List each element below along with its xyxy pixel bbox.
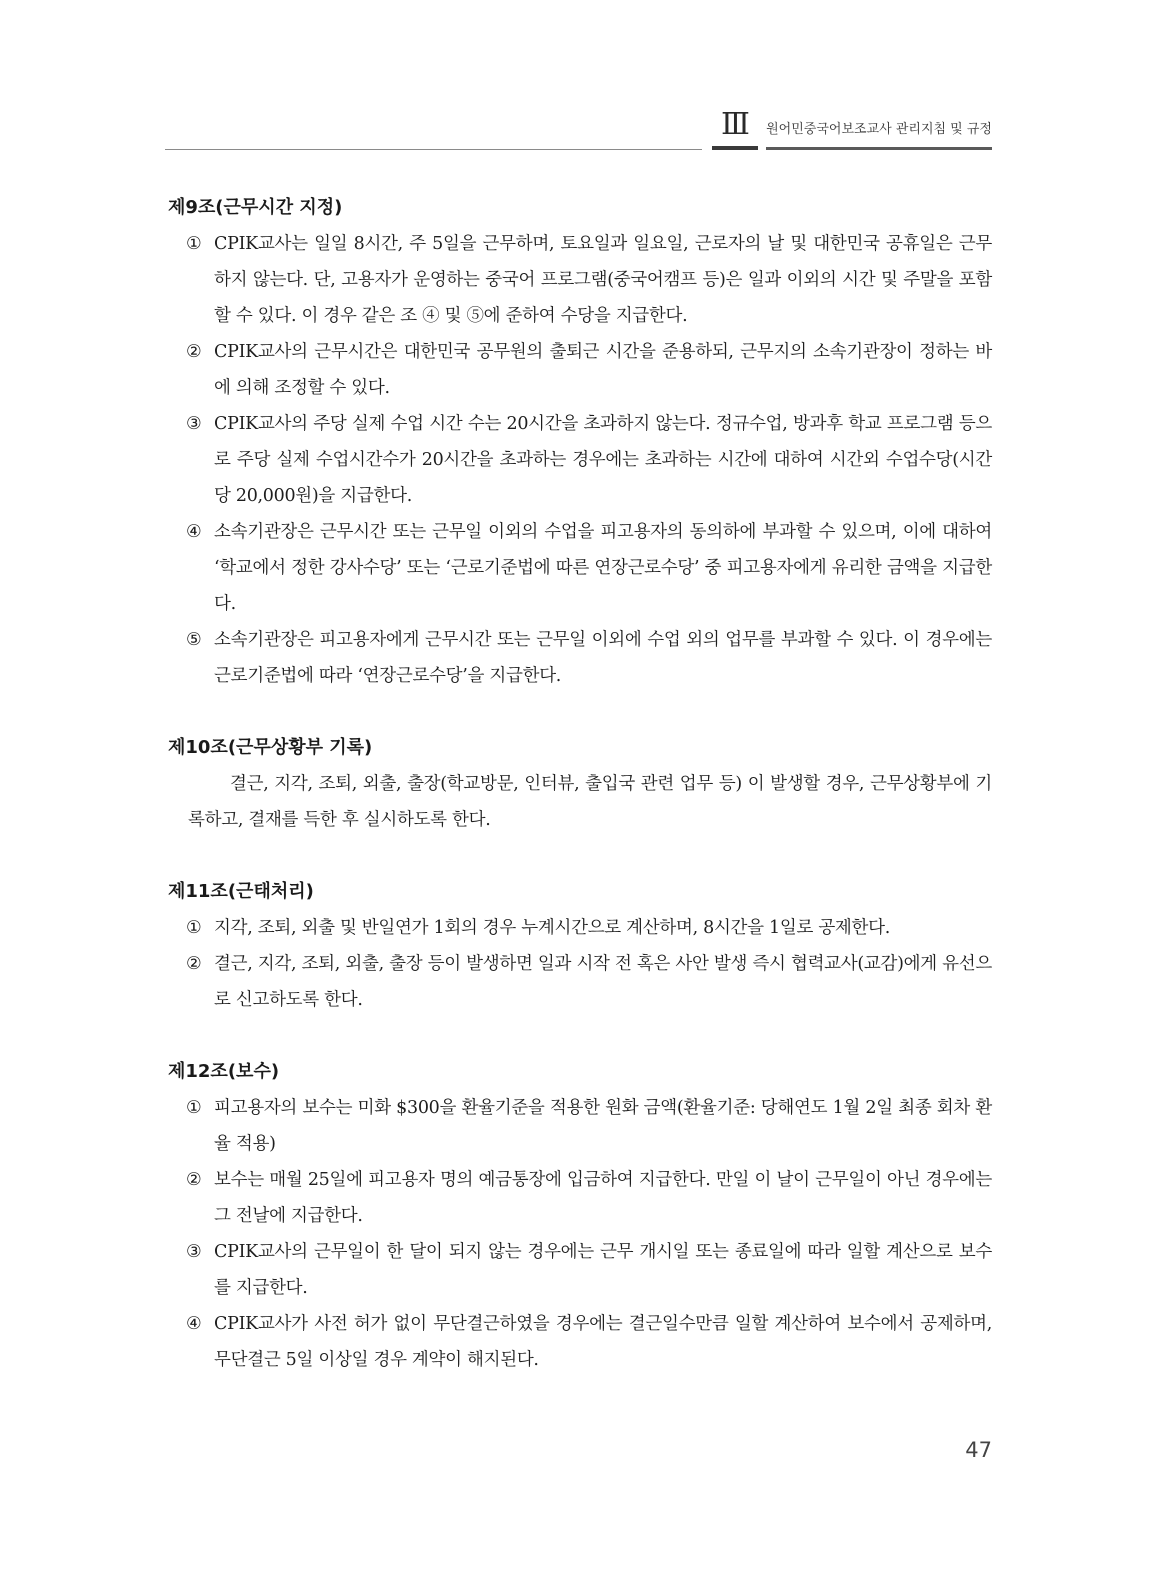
item-number: ① xyxy=(186,918,202,938)
item-text: 피고용자의 보수는 미화 $300을 환율기준을 적용한 원화 금액(환율기준: 당해연도 1월 2일 최종 회차 환율 적용) xyxy=(214,1098,992,1154)
article-9 xyxy=(168,190,992,694)
list-item xyxy=(168,622,992,694)
item-number: ④ xyxy=(186,1314,202,1334)
item-number: ② xyxy=(186,954,202,974)
article-10 xyxy=(168,730,992,838)
list-item xyxy=(168,514,992,622)
list-item xyxy=(168,1306,992,1378)
item-text: CPIK교사의 근무시간은 대한민국 공무원의 출퇴근 시간을 준용하되, 근무지의 소속기관장이 정하는 바에 의해 조정할 수 있다. xyxy=(214,342,992,398)
item-number: ⑤ xyxy=(186,630,202,650)
article-title: 제9조(근무시간 지정) xyxy=(168,197,343,218)
list-item xyxy=(168,334,992,406)
item-number: ④ xyxy=(186,522,202,542)
article-12 xyxy=(168,1054,992,1378)
article-title: 제11조(근태처리) xyxy=(168,881,314,902)
list-item xyxy=(168,226,992,334)
article-title: 제10조(근무상황부 기록) xyxy=(168,737,373,758)
article-title: 제12조(보수) xyxy=(168,1061,280,1082)
article-paragraph: 결근, 지각, 조퇴, 외출, 출장(학교방문, 인터뷰, 출입국 관련 업무 등) 이 발생할 경우, 근무상황부에 기록하고, 결재를 득한 후 실시하도록 한다. xyxy=(188,774,992,830)
item-text: 소속기관장은 피고용자에게 근무시간 또는 근무일 이외에 수업 외의 업무를 부과할 수 있다. 이 경우에는 근로기준법에 따라 ‘연장근로수당’을 지급한다. xyxy=(214,630,992,686)
item-text: 보수는 매월 25일에 피고용자 명의 예금통장에 입금하여 지급한다. 만일 이 날이 근무일이 아닌 경우에는 그 전날에 지급한다. xyxy=(214,1170,992,1226)
item-text: CPIK교사는 일일 8시간, 주 5일을 근무하며, 토요일과 일요일, 근로자의 날 및 대한민국 공휴일은 근무하지 않는다. 단, 고용자가 운영하는 중국어 프로그램(중국어캠프 등)은 일과 이외의 시간 및 주말을 포함할 수 있다. 이 경우 같은 조 ④ 및 ⑤에 준하여 수당을 지급한다. xyxy=(214,234,992,326)
item-text: CPIK교사가 사전 허가 없이 무단결근하였을 경우에는 결근일수만큼 일할 계산하여 보수에서 공제하며, 무단결근 5일 이상일 경우 계약이 해지된다. xyxy=(214,1314,992,1370)
list-item xyxy=(168,1234,992,1306)
item-text: CPIK교사의 근무일이 한 달이 되지 않는 경우에는 근무 개시일 또는 종료일에 따라 일할 계산으로 보수를 지급한다. xyxy=(214,1242,992,1298)
chapter-numeral: Ⅲ xyxy=(721,107,749,142)
section-gap xyxy=(168,694,992,730)
list-item xyxy=(168,1090,992,1162)
list-item xyxy=(168,946,992,1018)
item-number: ③ xyxy=(186,414,202,434)
page-content xyxy=(168,190,992,1378)
list-item xyxy=(168,406,992,514)
item-text: 결근, 지각, 조퇴, 외출, 출장 등이 발생하면 일과 시작 전 혹은 사안 발생 즉시 협력교사(교감)에게 유선으로 신고하도록 한다. xyxy=(214,954,992,1010)
item-text: 소속기관장은 근무시간 또는 근무일 이외의 수업을 피고용자의 동의하에 부과할 수 있으며, 이에 대하여 ‘학교에서 정한 강사수당’ 또는 ‘근로기준법에 따른 연장근로수당’ 중 피고용자에게 유리한 금액을 지급한다. xyxy=(214,522,992,614)
item-number: ② xyxy=(186,342,202,362)
item-number: ③ xyxy=(186,1242,202,1262)
chapter-numeral-underline xyxy=(712,146,758,150)
page-number: 47 xyxy=(965,1438,992,1462)
item-text: 지각, 조퇴, 외출 및 반일연가 1회의 경우 누계시간으로 계산하며, 8시간을 1일로 공제한다. xyxy=(214,918,891,938)
section-gap xyxy=(168,1018,992,1054)
header-rule-left xyxy=(165,149,702,150)
item-number: ② xyxy=(186,1170,202,1190)
item-text: CPIK교사의 주당 실제 수업 시간 수는 20시간을 초과하지 않는다. 정규수업, 방과후 학교 프로그램 등으로 주당 실제 수업시간수가 20시간을 초과하는 경우에는 초과하는 시간에 대하여 시간외 수업수당(시간당 20,000원)을 지급한다. xyxy=(214,414,992,506)
item-number: ① xyxy=(186,234,202,254)
item-number: ① xyxy=(186,1098,202,1118)
list-item xyxy=(168,910,992,946)
header-rule-right xyxy=(766,147,992,150)
section-gap xyxy=(168,838,992,874)
chapter-title: 원어민중국어보조교사 관리지침 및 규정 xyxy=(766,122,992,137)
article-11 xyxy=(168,874,992,1018)
list-item xyxy=(168,1162,992,1234)
